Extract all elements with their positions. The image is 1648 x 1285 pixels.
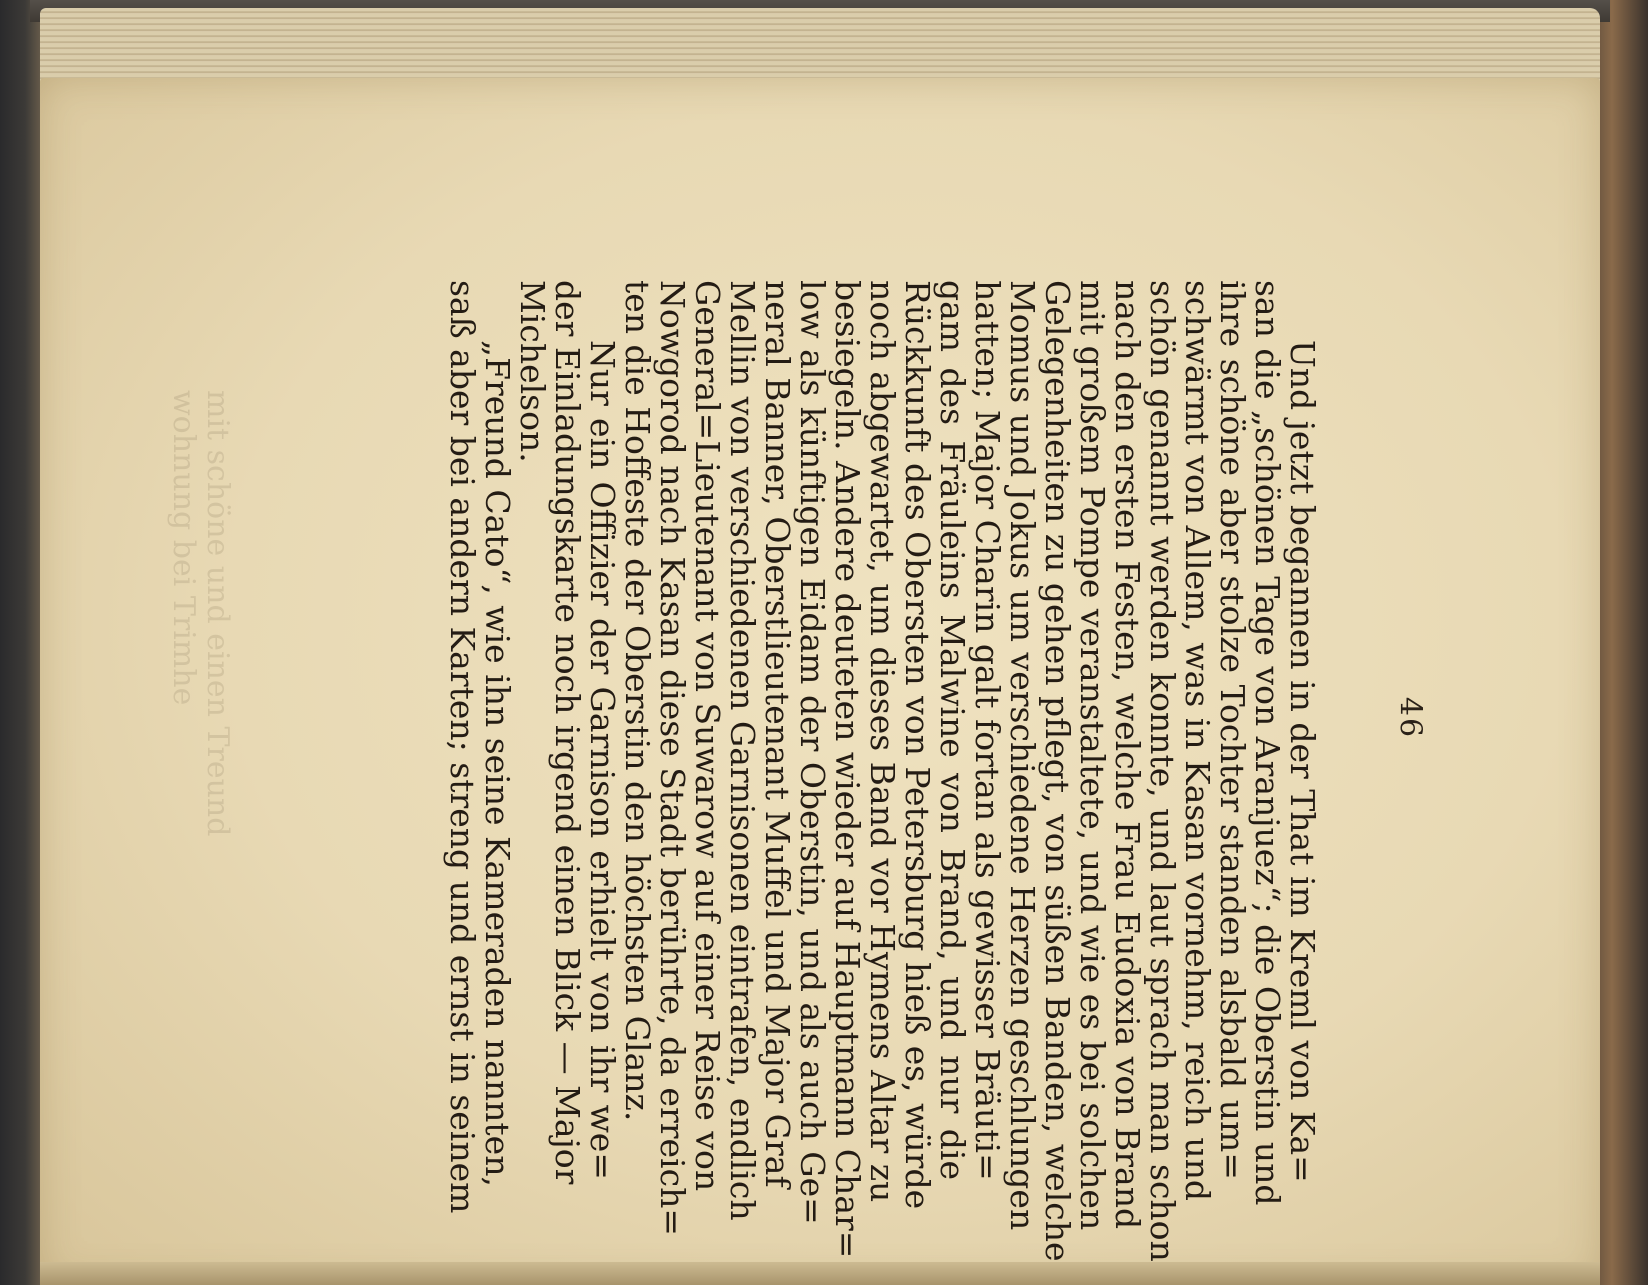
text-line: Nowgorod nach Kasan diese Stadt berührte, da erreich= [653, 280, 692, 1236]
text-line: nach den ersten Festen, welche Frau Eudoxia von Brand [1108, 280, 1147, 1230]
text-line: Nur ein Offizier der Garnison erhielt von ihr we= [583, 340, 622, 1180]
text-line: hatten; Major Charin galt fortan als gewisser Bräuti= [968, 280, 1007, 1181]
page-bottom-edge [40, 1262, 1600, 1285]
text-line: Mellin von verschiedenen Garnisonen eintrafen, endlich [723, 280, 762, 1221]
text-line: saß aber bei andern Karten; streng und ernst in seinem [443, 280, 482, 1214]
bleed-through-text: mit schöne und einen Treund wohnung bei Trimhe [166, 390, 235, 837]
text-line: Gelegenheiten zu gehen pflegt, von süßen Banden, welche [1038, 280, 1077, 1262]
text-line: gam des Fräuleins Malwine von Brand, und nur die [933, 280, 972, 1180]
text-line: schön genannt werden konnte, und laut sprach man schon [1143, 280, 1182, 1262]
text-line: neral Banner, Oberstlieutenant Muffel und Major Graf [758, 280, 797, 1188]
page-stack-edges [40, 8, 1600, 88]
text-line: noch abgewartet, um dieses Band vor Hymens Altar zu [863, 280, 902, 1203]
text-line: schwärmt von Allem, was in Kasan vornehm, reich und [1178, 280, 1217, 1202]
text-line: mit großem Pompe veranstaltete, und wie es bei solchen [1073, 280, 1112, 1231]
text-line: Michelson. [513, 280, 552, 463]
cover-spine-edge [0, 0, 42, 1285]
text-line: der Einladungskarte noch irgend einen Blick — Major [548, 280, 587, 1185]
text-line: ihre schöne aber stolze Tochter standen alsbald um= [1213, 280, 1252, 1180]
text-line: san die „schönen Tage von Aranjuez“; die Oberstin und [1248, 280, 1287, 1206]
text-line: „Freund Cato“, wie ihn seine Kameraden nannten, [478, 340, 517, 1187]
text-line: low als künftigen Eidam der Oberstin, und als auch Ge= [793, 280, 832, 1225]
text-line: Momus und Jokus um verschiedene Herzen geschlungen [1003, 280, 1042, 1231]
text-line: Und jetzt begannen in der That im Kreml von Ka= [1283, 340, 1322, 1183]
page-number: 46 [1392, 696, 1428, 740]
text-line: Rückkunft des Obersten von Petersburg hieß es, würde [898, 280, 937, 1210]
text-line: ten die Hoffeste der Oberstin den höchsten Glanz. [618, 280, 657, 1122]
text-line: General=Lieutenant von Suwarow auf einer Reise von [688, 280, 727, 1192]
body-text [320, 280, 1322, 1262]
text-line: besiegeln. Andere deuteten wieder auf Hauptmann Char= [828, 280, 867, 1259]
